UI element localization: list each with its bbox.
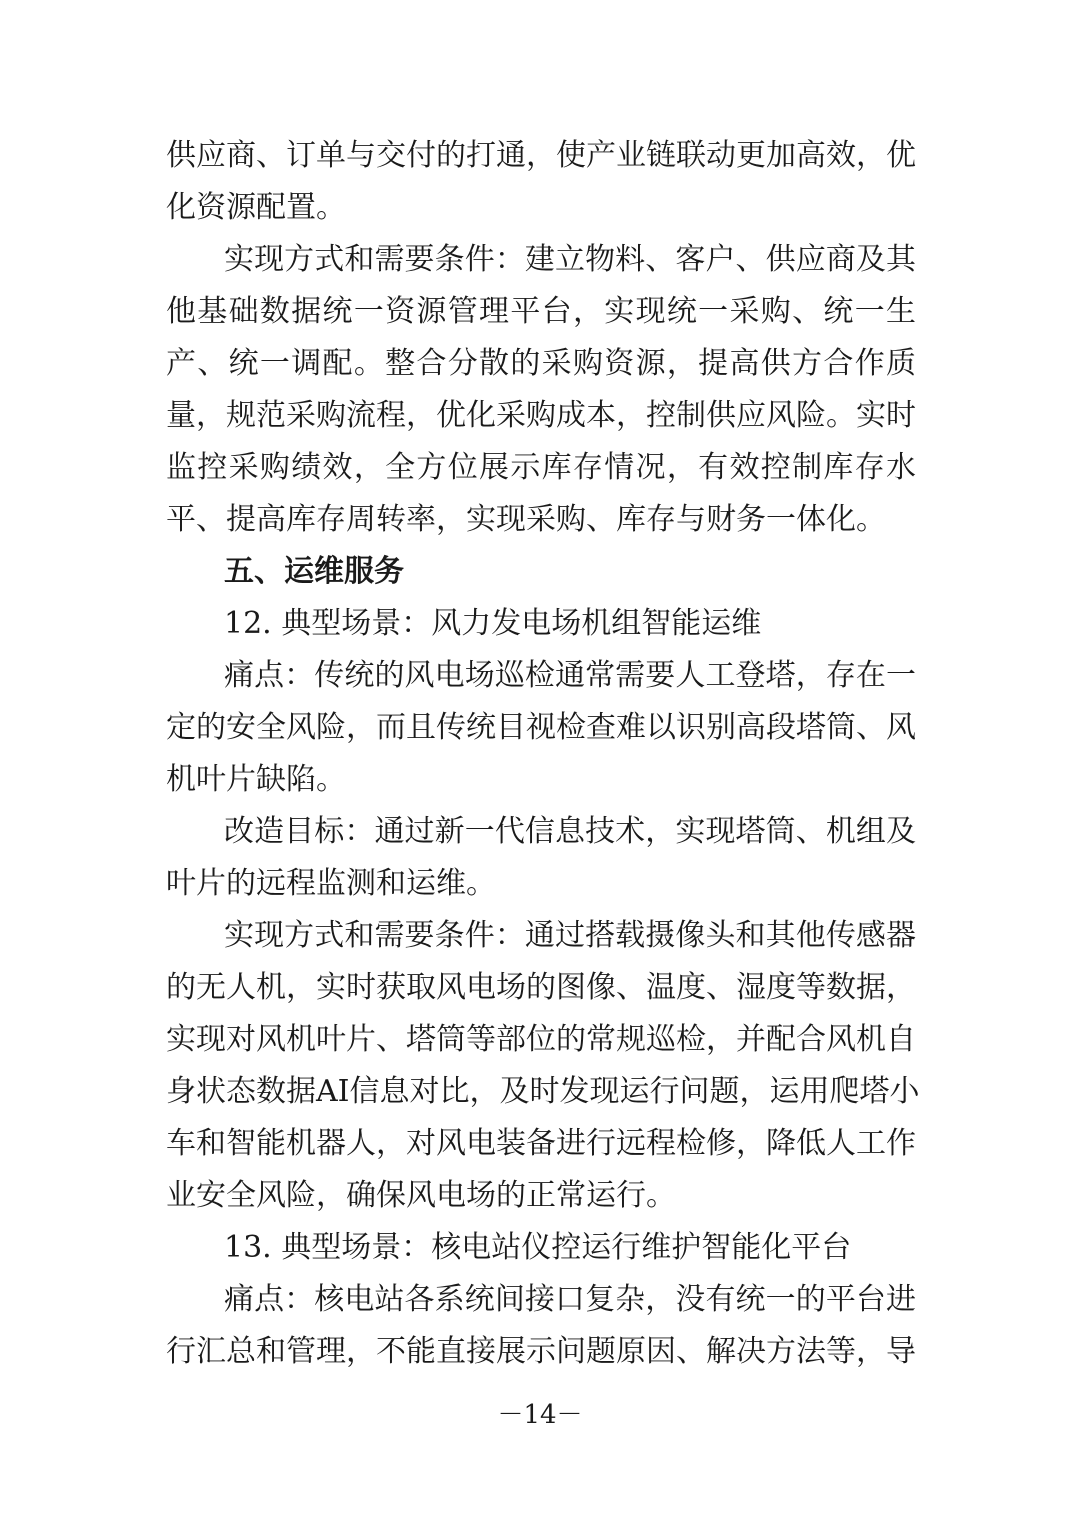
text-line: 定的安全风险，而且传统目视检查难以识别高段塔筒、风	[166, 710, 916, 745]
text-line: 改造目标：通过新一代信息技术，实现塔筒、机组及	[224, 814, 916, 849]
section-heading: 五、运维服务	[224, 554, 404, 589]
text-line: 叶片的远程监测和运维。	[166, 866, 496, 901]
text-line: 车和智能机器人，对风电装备进行远程检修，降低人工作	[166, 1126, 916, 1161]
text-line: 实现方式和需要条件：通过搭载摄像头和其他传感器	[224, 918, 916, 953]
text-line: 产、统一调配。整合分散的采购资源，提高供方合作质	[166, 346, 916, 381]
page-number: －14－	[497, 1400, 583, 1430]
text-line: 机叶片缺陷。	[166, 762, 346, 797]
text-line: 业安全风险，确保风电场的正常运行。	[166, 1178, 676, 1213]
text-line: 痛点：核电站各系统间接口复杂，没有统一的平台进	[224, 1282, 916, 1317]
text-line: 行汇总和管理，不能直接展示问题原因、解决方法等，导	[166, 1334, 916, 1369]
scenario-heading: 12. 典型场景：风力发电场机组智能运维	[224, 606, 762, 641]
text-line: 监控采购绩效，全方位展示库存情况，有效控制库存水	[166, 450, 916, 485]
text-line: 平、提高库存周转率，实现采购、库存与财务一体化。	[166, 502, 886, 537]
scenario-heading: 13. 典型场景：核电站仪控运行维护智能化平台	[224, 1230, 852, 1265]
text-line: 的无人机，实时获取风电场的图像、温度、湿度等数据，	[166, 970, 916, 1005]
text-line: 他基础数据统一资源管理平台，实现统一采购、统一生	[166, 294, 916, 329]
text-line: 化资源配置。	[166, 190, 346, 225]
text-line: 量，规范采购流程，优化采购成本，控制供应风险。实时	[166, 398, 916, 433]
text-line: 供应商、订单与交付的打通，使产业链联动更加高效，优	[166, 138, 916, 173]
text-line: 实现对风机叶片、塔筒等部位的常规巡检，并配合风机自	[166, 1022, 916, 1057]
text-line: 实现方式和需要条件：建立物料、客户、供应商及其	[224, 242, 916, 277]
text-line: 身状态数据AI信息对比，及时发现运行问题，运用爬塔小	[166, 1074, 920, 1109]
text-line: 痛点：传统的风电场巡检通常需要人工登塔，存在一	[224, 658, 916, 693]
